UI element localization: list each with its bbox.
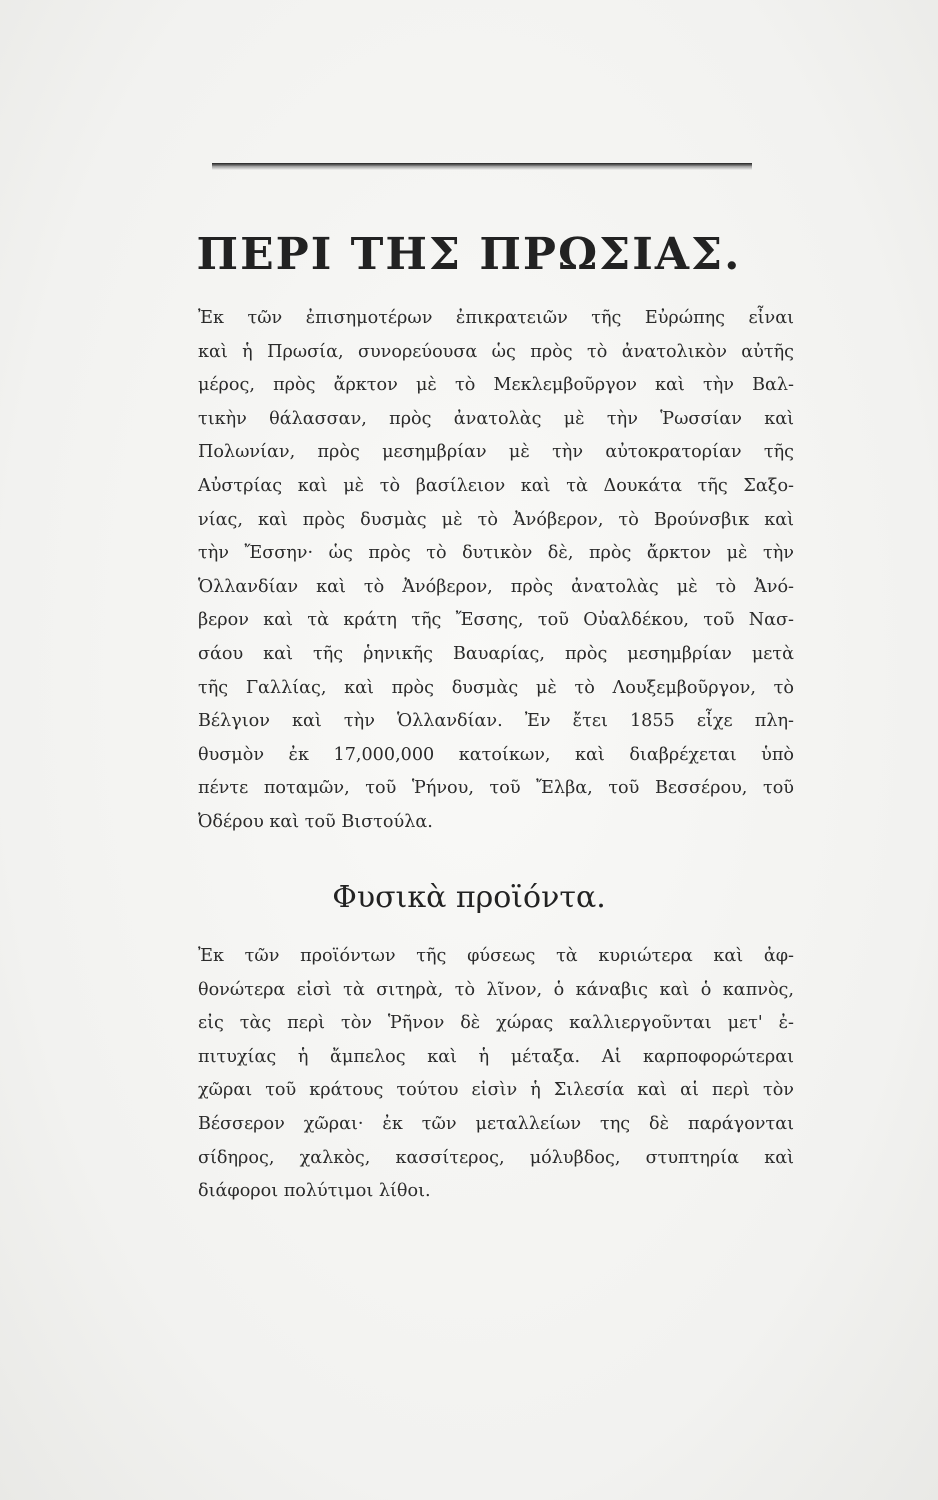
text-line: πέντε ποταμῶν, τοῦ Ῥήνου, τοῦ Ἔλβα, τοῦ Βεσσέρου, τοῦ (198, 778, 794, 799)
header-rule (212, 163, 752, 170)
section-heading: Φυσικὰ προϊόντα. (332, 880, 606, 915)
text-line: Αὐστρίας καὶ μὲ τὸ βασίλειον καὶ τὰ Δουκάτα τῆς Σαξο- (198, 475, 794, 496)
text-line: Ὁλλανδίαν καὶ τὸ Ἀνόβερον, πρὸς ἀνατολὰς μὲ τὸ Ἀνό- (198, 576, 794, 597)
text-line: θονώτερα εἰσὶ τὰ σιτηρὰ, τὸ λῖνον, ὁ κάναβις καὶ ὁ καπνὸς, (198, 979, 794, 1000)
text-line: σάου καὶ τῆς ῥηνικῆς Βαυαρίας, πρὸς μεσημβρίαν μετὰ (198, 643, 794, 664)
text-line: πιτυχίας ἡ ἄμπελος καὶ ἡ μέταξα. Αἱ καρποφορώτεραι (198, 1046, 794, 1067)
text-line: τικὴν θάλασσαν, πρὸς ἀνατολὰς μὲ τὴν Ῥωσσίαν καὶ (198, 408, 794, 429)
page-title: ΠΕΡΙ ΤΗΣ ΠΡΩΣΙΑΣ. (196, 229, 742, 280)
text-line: Βέσσερον χῶραι· ἐκ τῶν μεταλλείων της δὲ παράγονται (198, 1113, 794, 1134)
text-line: Ὀδέρου καὶ τοῦ Βιστούλα. (198, 811, 433, 832)
text-line: καὶ ἡ Πρωσία, συνορεύουσα ὡς πρὸς τὸ ἀνατολικὸν αὐτῆς (198, 341, 794, 362)
text-line: χῶραι τοῦ κράτους τούτου εἰσὶν ἡ Σιλεσία καὶ αἱ περὶ τὸν (198, 1080, 794, 1101)
text-line: Πολωνίαν, πρὸς μεσημβρίαν μὲ τὴν αὐτοκρατορίαν τῆς (198, 442, 794, 463)
text-line: μέρος, πρὸς ἄρκτον μὲ τὸ Μεκλεμβοῦργον καὶ τὴν Βαλ- (198, 375, 794, 396)
text-line: νίας, καὶ πρὸς δυσμὰς μὲ τὸ Ἀνόβερον, τὸ Βρούνσβικ καὶ (198, 509, 794, 530)
text-line: τῆς Γαλλίας, καὶ πρὸς δυσμὰς μὲ τὸ Λουξεμβοῦργον, τὸ (198, 677, 794, 698)
text-line: θυσμὸν ἐκ 17,000,000 κατοίκων, καὶ διαβρέχεται ὑπὸ (198, 744, 794, 765)
text-line: τὴν Ἔσσην· ὡς πρὸς τὸ δυτικὸν δὲ, πρὸς ἄρκτον μὲ τὴν (198, 543, 794, 564)
text-line: εἰς τὰς περὶ τὸν Ῥῆνον δὲ χώρας καλλιεργοῦνται μετ' ἐ- (198, 1013, 794, 1034)
text-line: Βέλγιον καὶ τὴν Ὁλλανδίαν. Ἐν ἔτει 1855 εἶχε πλη- (198, 711, 794, 732)
text-line: Ἐκ τῶν προϊόντων τῆς φύσεως τὰ κυριώτερα καὶ ἀφ- (198, 946, 794, 966)
text-line: Ἐκ τῶν ἐπισημοτέρων ἐπικρατειῶν τῆς Εὐρώπης εἶναι (198, 308, 794, 328)
paragraph-geography (198, 302, 794, 840)
text-line: σίδηρος, χαλκὸς, κασσίτερος, μόλυβδος, στυπτηρία καὶ (198, 1147, 794, 1168)
text-line: βερον καὶ τὰ κράτη τῆς Ἔσσης, τοῦ Οὐαλδέκου, τοῦ Νασ- (198, 610, 794, 631)
paragraph-natural-products (198, 940, 794, 1209)
text-line: διάφοροι πολύτιμοι λίθοι. (198, 1181, 431, 1202)
